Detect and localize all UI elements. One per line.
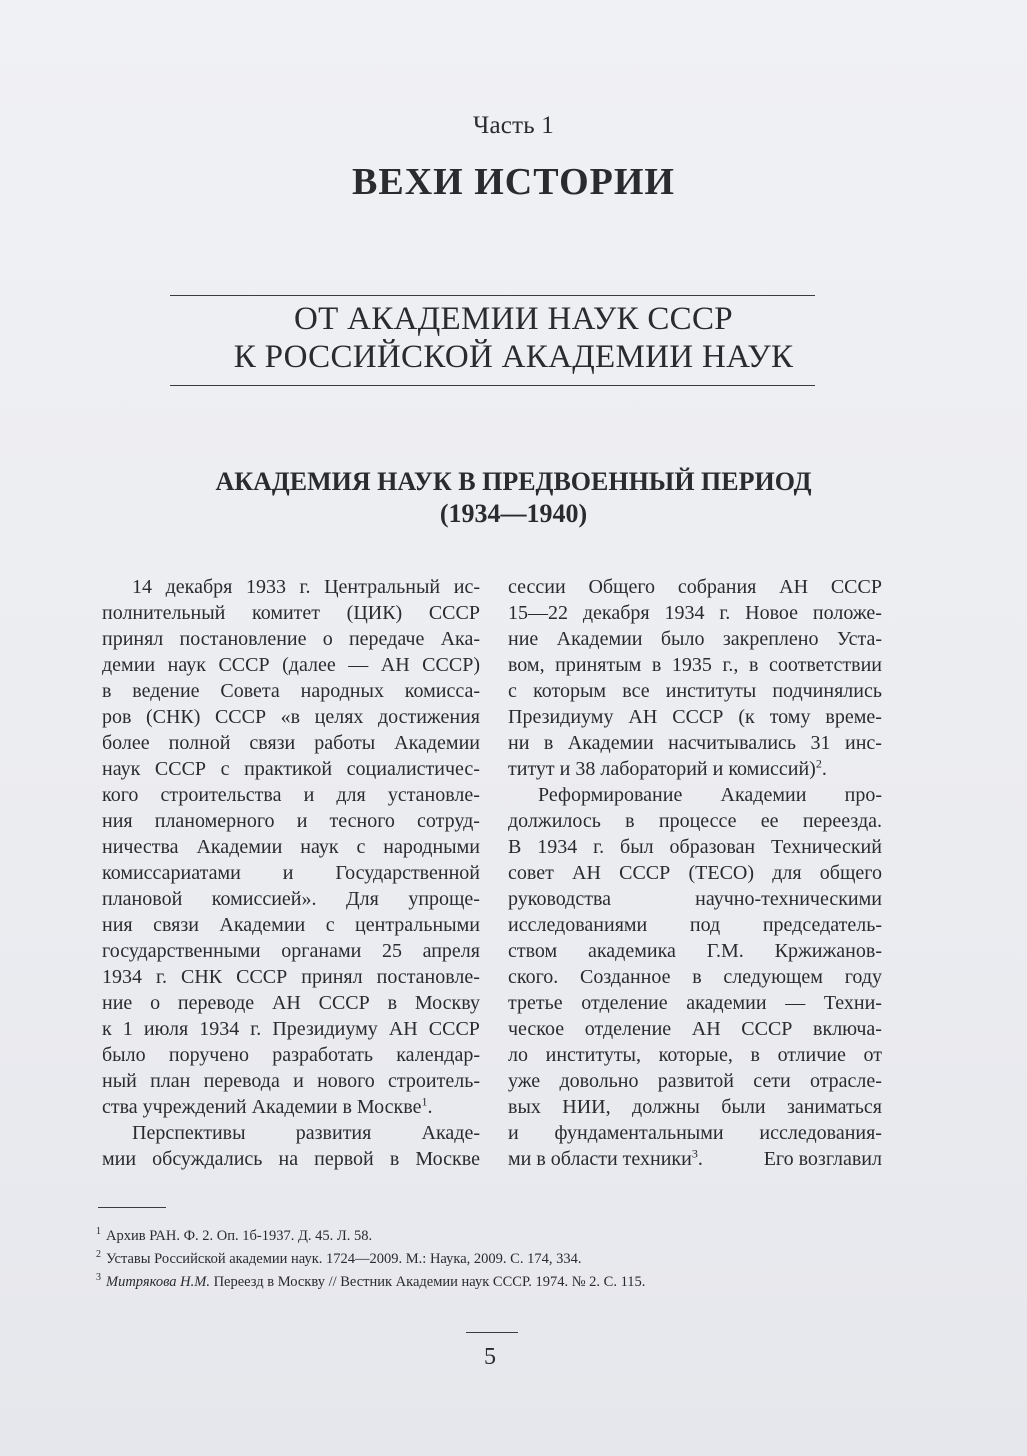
text-line [508,1068,882,1094]
word: 1934 [537,836,578,858]
word: и [296,810,308,832]
word: должилось [508,810,601,832]
word: на [278,1148,299,1170]
word: Совета [220,680,280,702]
word: Государственной [335,862,480,884]
word: — [785,992,806,1014]
word: комиссариатами [102,862,241,884]
text-line [508,704,882,730]
text-line [102,626,480,652]
word: г. [593,836,605,858]
chapter-bottom-rule [170,385,815,386]
word: г. [250,1018,262,1040]
word: демии [102,654,156,676]
word: для [336,784,366,806]
word: ный [102,1070,137,1092]
word: работы [314,732,376,754]
section-title [0,466,1027,530]
footnote-text: Переезд в Москву // Вестник Академии наук СССР. 1974. № 2. С. 115. [213,1274,646,1290]
word: собрания [677,576,757,598]
word: Академии [219,914,306,936]
text-line [508,782,882,808]
word: государственными [102,940,261,962]
word: АН [779,576,809,598]
word: В [508,836,522,858]
text-line [508,912,882,938]
section-title-text: АКАДЕМИЯ НАУК В ПРЕДВОЕННЫЙ ПЕРИОД [215,467,812,496]
word: развития [295,1122,372,1144]
word: ством [508,940,558,962]
word: плановой [102,888,183,910]
word: достижения [377,706,480,728]
word: 1934 [102,966,142,988]
part-title: ВЕХИ ИСТОРИИ [352,161,675,203]
word: (СНК) [145,706,201,728]
word: (ТЕСО) [688,862,755,884]
word: (далее [282,654,336,676]
word: академии [686,992,767,1014]
text-line [102,1016,480,1042]
word: 14 [132,576,152,598]
word: АН [572,862,601,884]
text-line-content: ми в области техники [508,1148,692,1170]
word: постановле- [376,966,480,988]
word: ис- [453,576,480,598]
word: СССР [154,758,207,780]
word: АН [380,654,410,676]
word: ние [102,992,133,1014]
word: Академии [394,732,480,754]
word: передаче [348,628,425,650]
word: комиссией». [211,888,317,910]
word: АН [271,992,301,1014]
word: ния [102,810,133,832]
word: в [748,654,759,676]
word: Перспективы [132,1122,246,1144]
text-line [102,964,480,990]
word: третье [508,992,563,1014]
word: в [651,654,662,676]
word: социалистичес- [346,758,480,780]
word: Президиуму [272,1018,378,1040]
word: целях [314,706,364,728]
word: ее [760,810,779,832]
word: было [102,1044,146,1066]
word: с [356,836,366,858]
word: отделение [581,992,668,1014]
word: отличие [777,1044,846,1066]
word: 25 [381,940,402,962]
text-line-content: титут и 38 лабораторий и комиссий)$^2$. [508,756,827,780]
word: комисса- [404,680,480,702]
word: образован [669,836,756,858]
word: установле- [387,784,480,806]
word: Уста- [836,628,882,650]
word: ни [508,732,530,754]
word: Созданное [580,966,671,988]
footnotes [96,1225,916,1294]
text-line-content: титут и 38 лабораторий и комиссий) [508,758,816,780]
footnote-text: Уставы Российской академии наук. 1724—2009. М.: Наука, 2009. С. 174, 334. [106,1251,582,1267]
word: довольно [559,1070,639,1092]
word: г. [719,602,731,624]
text-line [102,1094,480,1120]
word: строительства [160,784,282,806]
word: комитет [252,602,321,624]
word: соответствии [768,654,882,676]
word: Общего [588,576,656,598]
word: Ака- [440,628,480,650]
word: 1934 [199,1018,240,1040]
footnote-separator [98,1207,166,1208]
word: первой [314,1148,374,1170]
word: СССР [218,654,270,676]
word: в [102,680,112,702]
word: для [772,862,802,884]
word: о [150,992,161,1014]
text-line [508,886,882,912]
text-line [508,600,882,626]
word: связи [249,732,296,754]
text-line [102,860,480,886]
footnote-2 [96,1248,916,1271]
word: поручено [168,1044,249,1066]
word: центральными [355,914,480,936]
word: ло [508,1044,528,1066]
chapter-top-rule [170,295,815,296]
text-line [102,756,480,782]
word: 1 [122,1018,133,1040]
page-number: 5 [484,1344,496,1370]
word: практикой [244,758,333,780]
word: вых [508,1096,541,1118]
word: ского. [508,966,559,988]
word: строитель- [388,1070,480,1092]
word: Новое [745,602,799,624]
word: разработать [272,1044,373,1066]
word: народными [383,836,480,858]
text-line [102,834,480,860]
word: были [721,1096,766,1118]
word: 15—22 [508,602,568,624]
word: академика [588,940,676,962]
text-line [508,860,882,886]
word: принял [102,628,164,650]
part-label: Часть 1 [473,112,554,139]
word: Акаде- [421,1122,480,1144]
text-line [508,652,882,678]
word: време- [825,706,882,728]
word: апреля [422,940,480,962]
word: в [387,992,398,1014]
word: которые, [658,1044,733,1066]
text-line [508,574,882,600]
text-line-content: Его возглавил [763,1148,882,1170]
word: Президиуму [508,706,614,728]
word: календар- [396,1044,480,1066]
word: народных [300,680,384,702]
word: все [622,680,650,702]
word: органами [281,940,362,962]
word: принял [301,966,363,988]
word: тесного [329,810,395,832]
word: Технический [771,836,882,858]
word: фундаментальными [554,1122,724,1144]
footnote-1 [96,1225,916,1248]
text-line [508,834,882,860]
word: сотруд- [417,810,480,832]
word: 31 [810,732,831,754]
word: Кржижанов- [774,940,882,962]
footnote-ref-1[interactable]: 1 [421,1094,428,1109]
word: АН [691,1018,721,1040]
page-number-rule [466,1332,518,1333]
word: (к [738,706,755,728]
word: ров [102,706,132,728]
word: переводе [177,992,255,1014]
word: СНК [180,966,223,988]
text-line [508,938,882,964]
word: в [389,1148,400,1170]
text-line [102,730,480,756]
word: от [863,1044,882,1066]
word: Академии [196,836,283,858]
word: ния [102,914,133,936]
word: Академии [720,784,807,806]
word: «в [280,706,301,728]
text-line [508,964,882,990]
footnote-ref-2[interactable]: 2 [815,756,822,771]
text-line [102,1146,480,1172]
word: план [150,1070,191,1092]
text-line [102,886,480,912]
text-line [102,782,480,808]
text-line [508,990,882,1016]
word: наук [300,836,339,858]
word: декабря [582,602,650,624]
word: уже [508,1070,541,1092]
word: Центральный [324,576,441,598]
chapter-title [0,300,1027,376]
word: следующем [723,966,823,988]
word: сессии [508,576,566,598]
word: про- [844,784,882,806]
text-line [102,1120,480,1146]
word: СССР [236,966,288,988]
word: вом, [508,654,545,676]
word: должны [632,1096,700,1118]
word: принятым [555,654,642,676]
text-line-content: ства учреждений Академии в Москве$^1$. [102,1094,433,1118]
word: общего [819,862,882,884]
word: — [348,654,369,676]
word: было [660,628,705,650]
word: тому [769,706,811,728]
left-text-column [102,574,480,1172]
word: ничества [102,836,179,858]
word: 1933 [245,576,286,598]
word: и [293,1070,304,1092]
text-line [508,808,882,834]
word: с [325,914,335,936]
word: подчинялись [772,680,882,702]
word: СССР) [422,654,480,676]
text-line-content: ства учреждений Академии в Москве [102,1096,422,1118]
word: и [282,862,294,884]
word: насчитывались [668,732,797,754]
word: году [844,966,882,988]
word: институты, [545,1044,641,1066]
word: о [322,628,333,650]
word: под [689,914,721,936]
text-line [102,600,480,626]
word: руководства [508,888,612,910]
word: процессе [658,810,737,832]
word: СССР [428,602,480,624]
word: исследования- [759,1122,882,1144]
word: сети [753,1070,791,1092]
word: к [102,1018,112,1040]
word: наук [102,758,141,780]
word: полнительный [102,602,226,624]
word: в [625,810,635,832]
footnote-number: 3 [96,1272,101,1284]
word: нового [317,1070,375,1092]
word: был [620,836,654,858]
word: включа- [813,1018,882,1040]
text-line [508,678,882,704]
word: декабря [165,576,233,598]
word: мии [102,1148,137,1170]
word: заниматься [786,1096,882,1118]
word: в [750,1044,760,1066]
word: и [508,1122,519,1144]
footnote-author: Митрякова Н.М. [106,1274,210,1290]
word: кого [102,784,139,806]
word: инс- [844,732,882,754]
word: более [102,732,150,754]
word: АН [388,1018,418,1040]
word: отрасле- [809,1070,882,1092]
footnote-3 [96,1271,916,1294]
word: Реформирование [538,784,683,806]
word: председатель- [762,914,882,936]
text-line [508,1120,882,1146]
word: НИИ, [562,1096,611,1118]
word: в [543,732,554,754]
text-line [508,730,882,756]
word: постановление [179,628,307,650]
text-line [508,1094,882,1120]
word: 1934 [664,602,705,624]
word: планомерного [154,810,275,832]
word: ведение [132,680,200,702]
text-line [508,1146,882,1172]
text-line [102,1042,480,1068]
word: институты [665,680,757,702]
word: г., [722,654,739,676]
text-line-content: ми в области техники$^3$. [508,1146,703,1170]
word: которым [533,680,607,702]
word: с [220,758,230,780]
text-line [102,652,480,678]
word: Академии [556,628,643,650]
word: СССР [619,862,671,884]
word: полной [168,732,231,754]
text-line [508,626,882,652]
text-line [508,1016,882,1042]
chapter-title-line-1: ОТ АКАДЕМИИ НАУК СССР [294,301,733,337]
text-line [102,678,480,704]
section-title-years: (1934—1940) [439,499,588,528]
word: Техни- [823,992,882,1014]
word: СССР [672,706,724,728]
word: исследованиями [508,914,648,936]
word: 1935 [671,654,712,676]
word: СССР [428,1018,480,1040]
word: г. [156,966,167,988]
right-text-column [508,574,882,1172]
word: СССР [741,1018,793,1040]
word: Академии [567,732,654,754]
word: обсуждались [152,1148,263,1170]
word: связи [153,914,199,936]
chapter-title-line-2: К РОССИЙСКОЙ АКАДЕМИИ НАУК [233,339,794,375]
word: (ЦИК) [346,602,403,624]
word: АН [628,706,658,728]
word: развитой [657,1070,734,1092]
word: совет [508,862,554,884]
word: ческое [508,1018,565,1040]
word: Москву [414,992,480,1014]
text-line [508,756,882,782]
word: и [303,784,315,806]
word: ние [508,628,539,650]
word: Г.М. [706,940,744,962]
text-line [102,912,480,938]
word: г. [299,576,311,598]
text-line [102,938,480,964]
word: положе- [812,602,882,624]
text-line [102,808,480,834]
word: наук [167,654,206,676]
footnote-ref-3[interactable]: 3 [691,1146,698,1161]
footnote-number: 2 [96,1249,101,1261]
word: с [508,680,517,702]
word: отделение [584,1018,672,1040]
text-line [102,990,480,1016]
text-line [102,704,480,730]
footnote-number: 1 [96,1226,101,1238]
word: Для [346,888,379,910]
text-line [508,1042,882,1068]
word: в [692,966,702,988]
text-line [102,574,480,600]
word: Москве [415,1148,480,1170]
text-line [102,1068,480,1094]
word: СССР [318,992,370,1014]
word: СССР [214,706,267,728]
word: июля [143,1018,189,1040]
footnote-text: Архив РАН. Ф. 2. Оп. 1б-1937. Д. 45. Л. 58. [106,1228,373,1244]
word: переезда. [802,810,882,832]
word: упроще- [408,888,480,910]
word: перевода [203,1070,280,1092]
word: закреплено [722,628,819,650]
word: научно-техническими [695,888,882,910]
word: СССР [830,576,882,598]
